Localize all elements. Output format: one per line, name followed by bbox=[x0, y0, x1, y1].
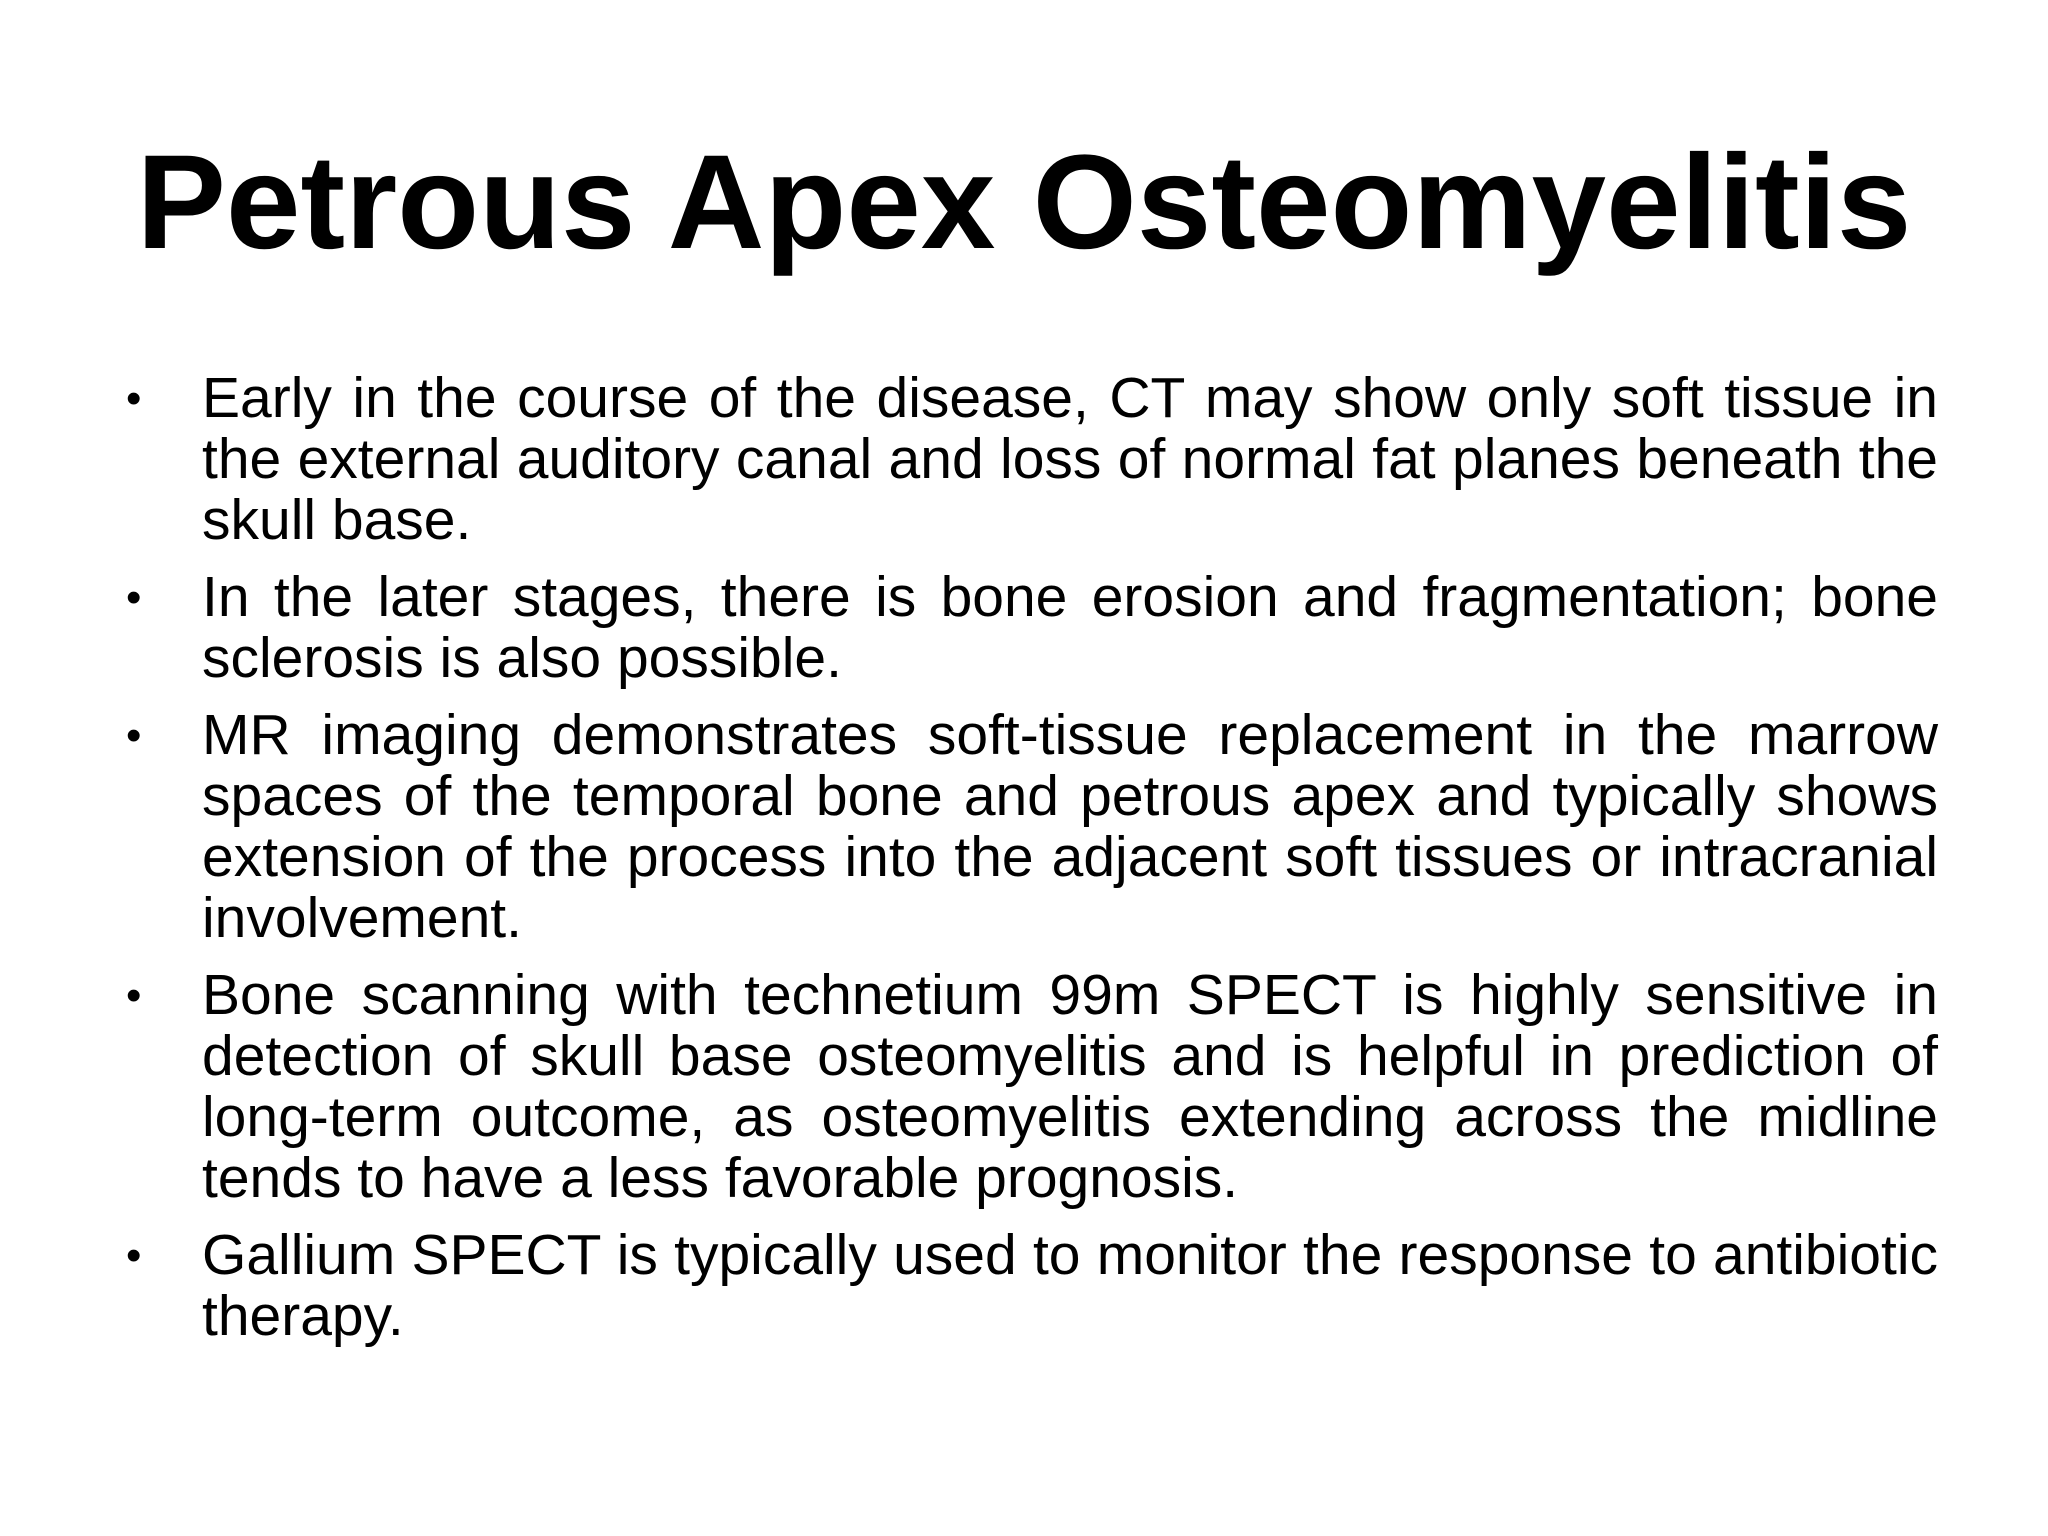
bullet-item bbox=[118, 705, 1938, 949]
bullet-icon: • bbox=[126, 711, 142, 760]
bullet-text: Early in the course of the disease, CT may show only soft tissue in the external auditory canal and loss of normal fat planes beneath the skull base. bbox=[202, 366, 1938, 552]
bullet-icon: • bbox=[126, 374, 142, 423]
bullet-text: MR imaging demonstrates soft-tissue replacement in the marrow spaces of the temporal bone and petrous apex and typically shows extension of the process into the adjacent soft tissues or intracranial involvement. bbox=[202, 703, 1938, 950]
bullet-item bbox=[118, 567, 1938, 689]
bullet-text: In the later stages, there is bone erosion and fragmentation; bone sclerosis is also possible. bbox=[202, 565, 1938, 690]
bullet-text: Gallium SPECT is typically used to monitor the response to antibiotic therapy. bbox=[202, 1223, 1938, 1348]
bullet-item bbox=[118, 1225, 1938, 1347]
bullet-list bbox=[118, 368, 1938, 1363]
bullet-item bbox=[118, 368, 1938, 551]
slide-title: Petrous Apex Osteomyelitis bbox=[136, 128, 1912, 277]
bullet-item bbox=[118, 965, 1938, 1209]
bullet-text: Bone scanning with technetium 99m SPECT is highly sensitive in detection of skull base osteomyelitis and is helpful in prediction of long-term outcome, as osteomyelitis extending across the midline tends to have a less favorable prognosis. bbox=[202, 963, 1938, 1210]
bullet-icon: • bbox=[126, 971, 142, 1020]
bullet-icon: • bbox=[126, 1231, 142, 1280]
bullet-icon: • bbox=[126, 573, 142, 622]
